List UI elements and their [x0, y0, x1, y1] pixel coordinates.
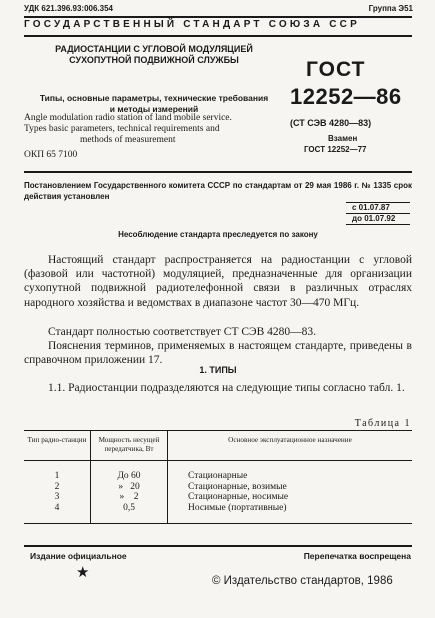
header-power: Мощность несущей передатчика, Вт [91, 431, 168, 461]
title-en-line1: Angle modulation radio station of land mobile service. [24, 113, 232, 123]
gost-number: 12252—86 [290, 84, 402, 109]
body-paragraph-2-3 [24, 325, 412, 368]
cell-purpose: Стационарные [168, 461, 413, 482]
udk-code: УДК 621.396.93:006.354 [24, 4, 113, 13]
replaces-label: Взамен [328, 134, 358, 143]
cell-type: 2 [54, 481, 60, 492]
table-label: Таблица 1 [354, 418, 411, 429]
star-icon: ★ [76, 565, 90, 581]
paragraph-text: 1.1. Радиостанции подразделяются на следующие типы согласно табл. 1. [48, 382, 405, 394]
cell-purpose: Стационарные, носимые [168, 492, 413, 503]
table-row [24, 503, 412, 524]
cell-type: 1 [54, 471, 60, 481]
reprint-notice: Перепечатка воспрещена [303, 551, 411, 561]
title-en-line3: methods of measurement [80, 135, 176, 145]
cell-purpose: Стационарные, возимые [168, 482, 413, 493]
title-en-line2: Types basic parameters, technical requirements and [24, 124, 220, 134]
title-ru-line2: СУХОПУТНОЙ ПОДВИЖНОЙ СЛУЖБЫ [69, 55, 239, 65]
clause-1-1 [24, 381, 412, 395]
date-to: до 01.07.92 [352, 214, 396, 223]
standard-name: ГОСУДАРСТВЕННЫЙ СТАНДАРТ СОЮЗА ССР [24, 19, 360, 30]
header-type: Тип радио-станции [24, 431, 91, 461]
cell-type: 4 [24, 503, 91, 524]
publisher: © Издательство стандартов, 1986 [212, 575, 393, 587]
table-header-row [24, 431, 412, 461]
cell-power: До 60 [91, 461, 168, 482]
st-sev-reference: (СТ СЭВ 4280—83) [290, 118, 372, 128]
section-title: 1. ТИПЫ [199, 365, 237, 375]
title-ru-subtitle [24, 93, 284, 114]
header-purpose: Основное эксплуатационное назначение [168, 431, 413, 461]
decree-rule [24, 171, 412, 173]
top-rule [24, 16, 412, 18]
title-ru-sub-line2: и методы измерений [109, 103, 199, 114]
paragraph-text: Пояснения терминов, применяемых в настоящем стандарте, приведены в справочном приложении 17. [24, 340, 412, 367]
paragraph-text: Настоящий стандарт распространяется на радиостанции с угловой (фазовой или частотной) модуляцией, предназначенные для организации сухопутной подвижной радиотелефонной связи в различных отраслях народного хозяйства и ведомствах в диапазоне частот 30—470 МГц. [24, 254, 412, 309]
footer-rule [24, 545, 412, 547]
edition-official: Издание официальное [30, 551, 127, 561]
title-ru-sub-line1: Типы, основные параметры, технические требования [39, 93, 269, 103]
cell-power: » 2 [91, 492, 168, 503]
group-code: Группа Э51 [368, 4, 413, 13]
cell-power: 0,5 [91, 503, 168, 524]
body-paragraph-1 [24, 253, 412, 310]
table-row [24, 482, 412, 493]
table-row [24, 461, 412, 482]
gost-label: ГОСТ [306, 58, 366, 81]
title-ru [24, 44, 284, 66]
title-en [24, 113, 284, 146]
table-row [24, 492, 412, 503]
okp-code: ОКП 65 7100 [24, 150, 78, 160]
cell-purpose: Носимые (портативные) [168, 503, 413, 524]
types-table [24, 430, 412, 524]
cell-power: » 20 [91, 482, 168, 493]
cell-type: 3 [54, 492, 60, 502]
title-ru-line1: РАДИОСТАНЦИИ С УГЛОВОЙ МОДУЛЯЦИЕЙ [55, 44, 253, 54]
paragraph-text: Стандарт полностью соответствует СТ СЭВ 4280—83. [48, 326, 317, 338]
header-rule [24, 35, 412, 37]
decree-text: Постановлением Государственного комитета СССР по стандартам от 29 мая 1986 г. № 1335 срок действия установлен [24, 181, 412, 201]
replaces-gost: ГОСТ 12252—77 [304, 145, 367, 154]
legal-notice: Несоблюдение стандарта преследуется по закону [118, 230, 318, 239]
date-from: с 01.07.87 [352, 203, 390, 212]
date-end-rule [346, 224, 410, 225]
